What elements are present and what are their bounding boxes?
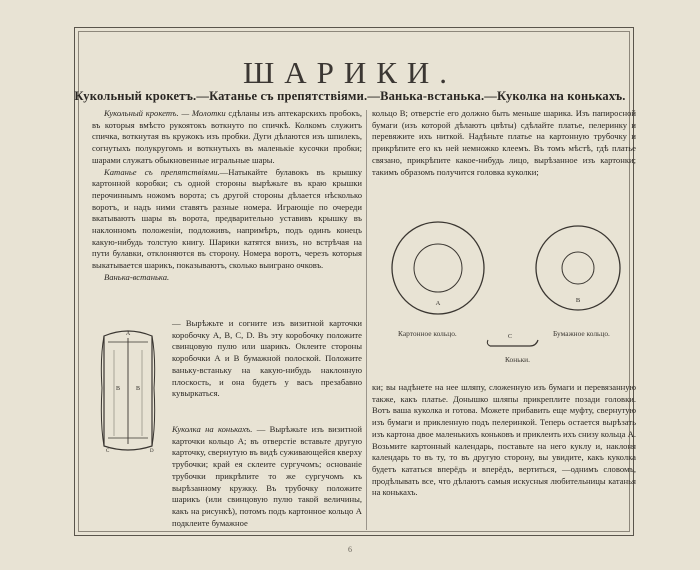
vanka-heading-line [92,272,362,284]
page-title: ШАРИКИ. [242,55,458,90]
krocket-heading: Кукольный крокетъ. — Молотки [104,108,226,118]
ring-b-caption: Бумажное кольцо. [553,329,610,338]
vanka-text: — Вырѣжьте и согните изъ визитной карточки коробочку А, В, С, D. Въ эту коробочку положите свинцовую пулю или шарикъ. Оклеите стороны коробочки А и В бумажной полоской. Положите ваньку-встаньку на какую-нибудь наклонную плоскость, и она будетъ у васъ презабавно кувыркаться. [172,318,362,399]
skate-figure [487,334,538,346]
vanka-text-block [172,318,362,400]
katanie-paragraph [92,167,362,272]
krocket-text: сдѣланы изъ аптекарскихъ пробокъ, въ которыя вмѣсто рукоятокъ воткнуто по спичкѣ. Колкомъ служитъ спичка, воткнутая въ кружокъ изъ пробки. Дуги дѣлаются изъ шпилекъ, согнутыхъ полукругомъ и воткнутыхъ въ маленькіе кусочки пробки; шарами служатъ обыкновенные игральные шары. [92,108,362,165]
left-column [92,108,362,284]
right-column-top [372,108,636,178]
page-number: 6 [348,545,352,554]
right-bottom-paragraph: ки; вы надѣнете на нее шляпу, сложенную изъ бумаги и перевязанную также, какъ платье. Донышко шляпы прикреплите позади головки. Вотъ ваша куколка и готова. Можете прибавить еще муфту, свернутую изъ бумаги и прикленную подъ пелеринкой. Теперь остается вырѣзать изъ картона двое маленькихъ коньковъ и приклеить ихъ снизу кольца А. Возьмите картонный календарь, поставьте на него куклу и, наклоня календарь то въ ту, то въ другую сторону, вы увидите, какъ куколка будетъ кататься вперёдъ и вперёдъ, вертиться, —однимъ словомъ, продѣлывать все, что дѣлаютъ самыя искусныя любительницы катанья на конькахъ. [372,382,636,498]
vanka-label-b1: B [115,386,121,392]
rings-diagram [380,210,642,370]
katanie-heading: Катанье съ препятствіями. [104,166,220,177]
vanka-label-c: C [106,449,110,454]
ring-a-inner [414,244,462,292]
vanka-label-a: A [125,331,131,337]
krocket-paragraph [92,108,362,167]
right-top-paragraph: кольцо В; отверстіе его должно быть меньше шарика. Изъ папиросной бумаги (изъ которой дѣлаютъ цвѣты) сдѣлайте платье, пелеринку и перевяжите ихъ ниткой. Надѣньте платье на картонную трубочку и прикрѣпите его къ ней немножко клеемъ. Въ томъ мѣстѣ, гдѣ платье связано, прикрѣпите какое-нибудь лицо, вырѣзанное изъ картонки; такимъ образомъ получится головка куколки; [372,108,636,177]
column-divider [366,110,367,530]
right-column-bottom [372,382,636,499]
ring-a-label: A [435,300,441,307]
skate-label: C [507,334,513,340]
katanie-text: —Натыкайте булавокъ въ крышку картонной коробки; съ одной стороны вырѣжьте въ краю крышки перочиннымъ ножомъ ворота; съ другой стороны дѣлается нѣсколько воротъ, и надъ ними ставятъ разные номера. Играющіе по очереди вкатываютъ шары въ ворота, предварительно уставивъ крышку въ наклонномъ положеніи, подложивъ, напримѣръ, подъ одинъ конецъ какую-нибудь толстую книгу. Шарики катятся внизъ, но встрѣчая на пути булавки, отклоняются въ сторону. Номера воротъ, черезъ которыя выкатывается шарикъ, показываютъ, сколько выиграно очковъ. [92,166,362,271]
kukolka-text: — Вырѣжьте изъ визитной карточки кольцо А; въ отверстіе вставьте другую карточку, свернутую въ видѣ суживающейся кверху трубочки; край ея склеите сургучомъ; основаніе трубочки прикрѣпите то же сургучомъ къ вырѣзанному кружку. Въ трубочку положите шарикъ (или свинцовую пулю такой величины, какъ на рисункѣ), потомъ подъ картонное кольцо А подклеите бумажное [172,424,362,528]
ring-b-label: B [575,297,581,304]
skates-caption: Коньки. [505,355,530,364]
vanka-vstanka-figure [94,328,162,454]
kukolka-text-block [172,424,362,529]
vanka-label-b2: B [135,386,141,392]
vanka-label-d: D [150,449,154,454]
ring-a-caption: Картонное кольцо. [398,329,457,338]
ring-b-inner [562,252,594,284]
vanka-heading: Ванька-встанька. [104,271,170,282]
kukolka-heading: Куколка на конькахъ. [172,424,253,434]
page-subtitle: Кукольный крокетъ.—Катанье съ препятствіями.—Ванька-встанька.—Куколка на конькахъ. [74,89,626,103]
